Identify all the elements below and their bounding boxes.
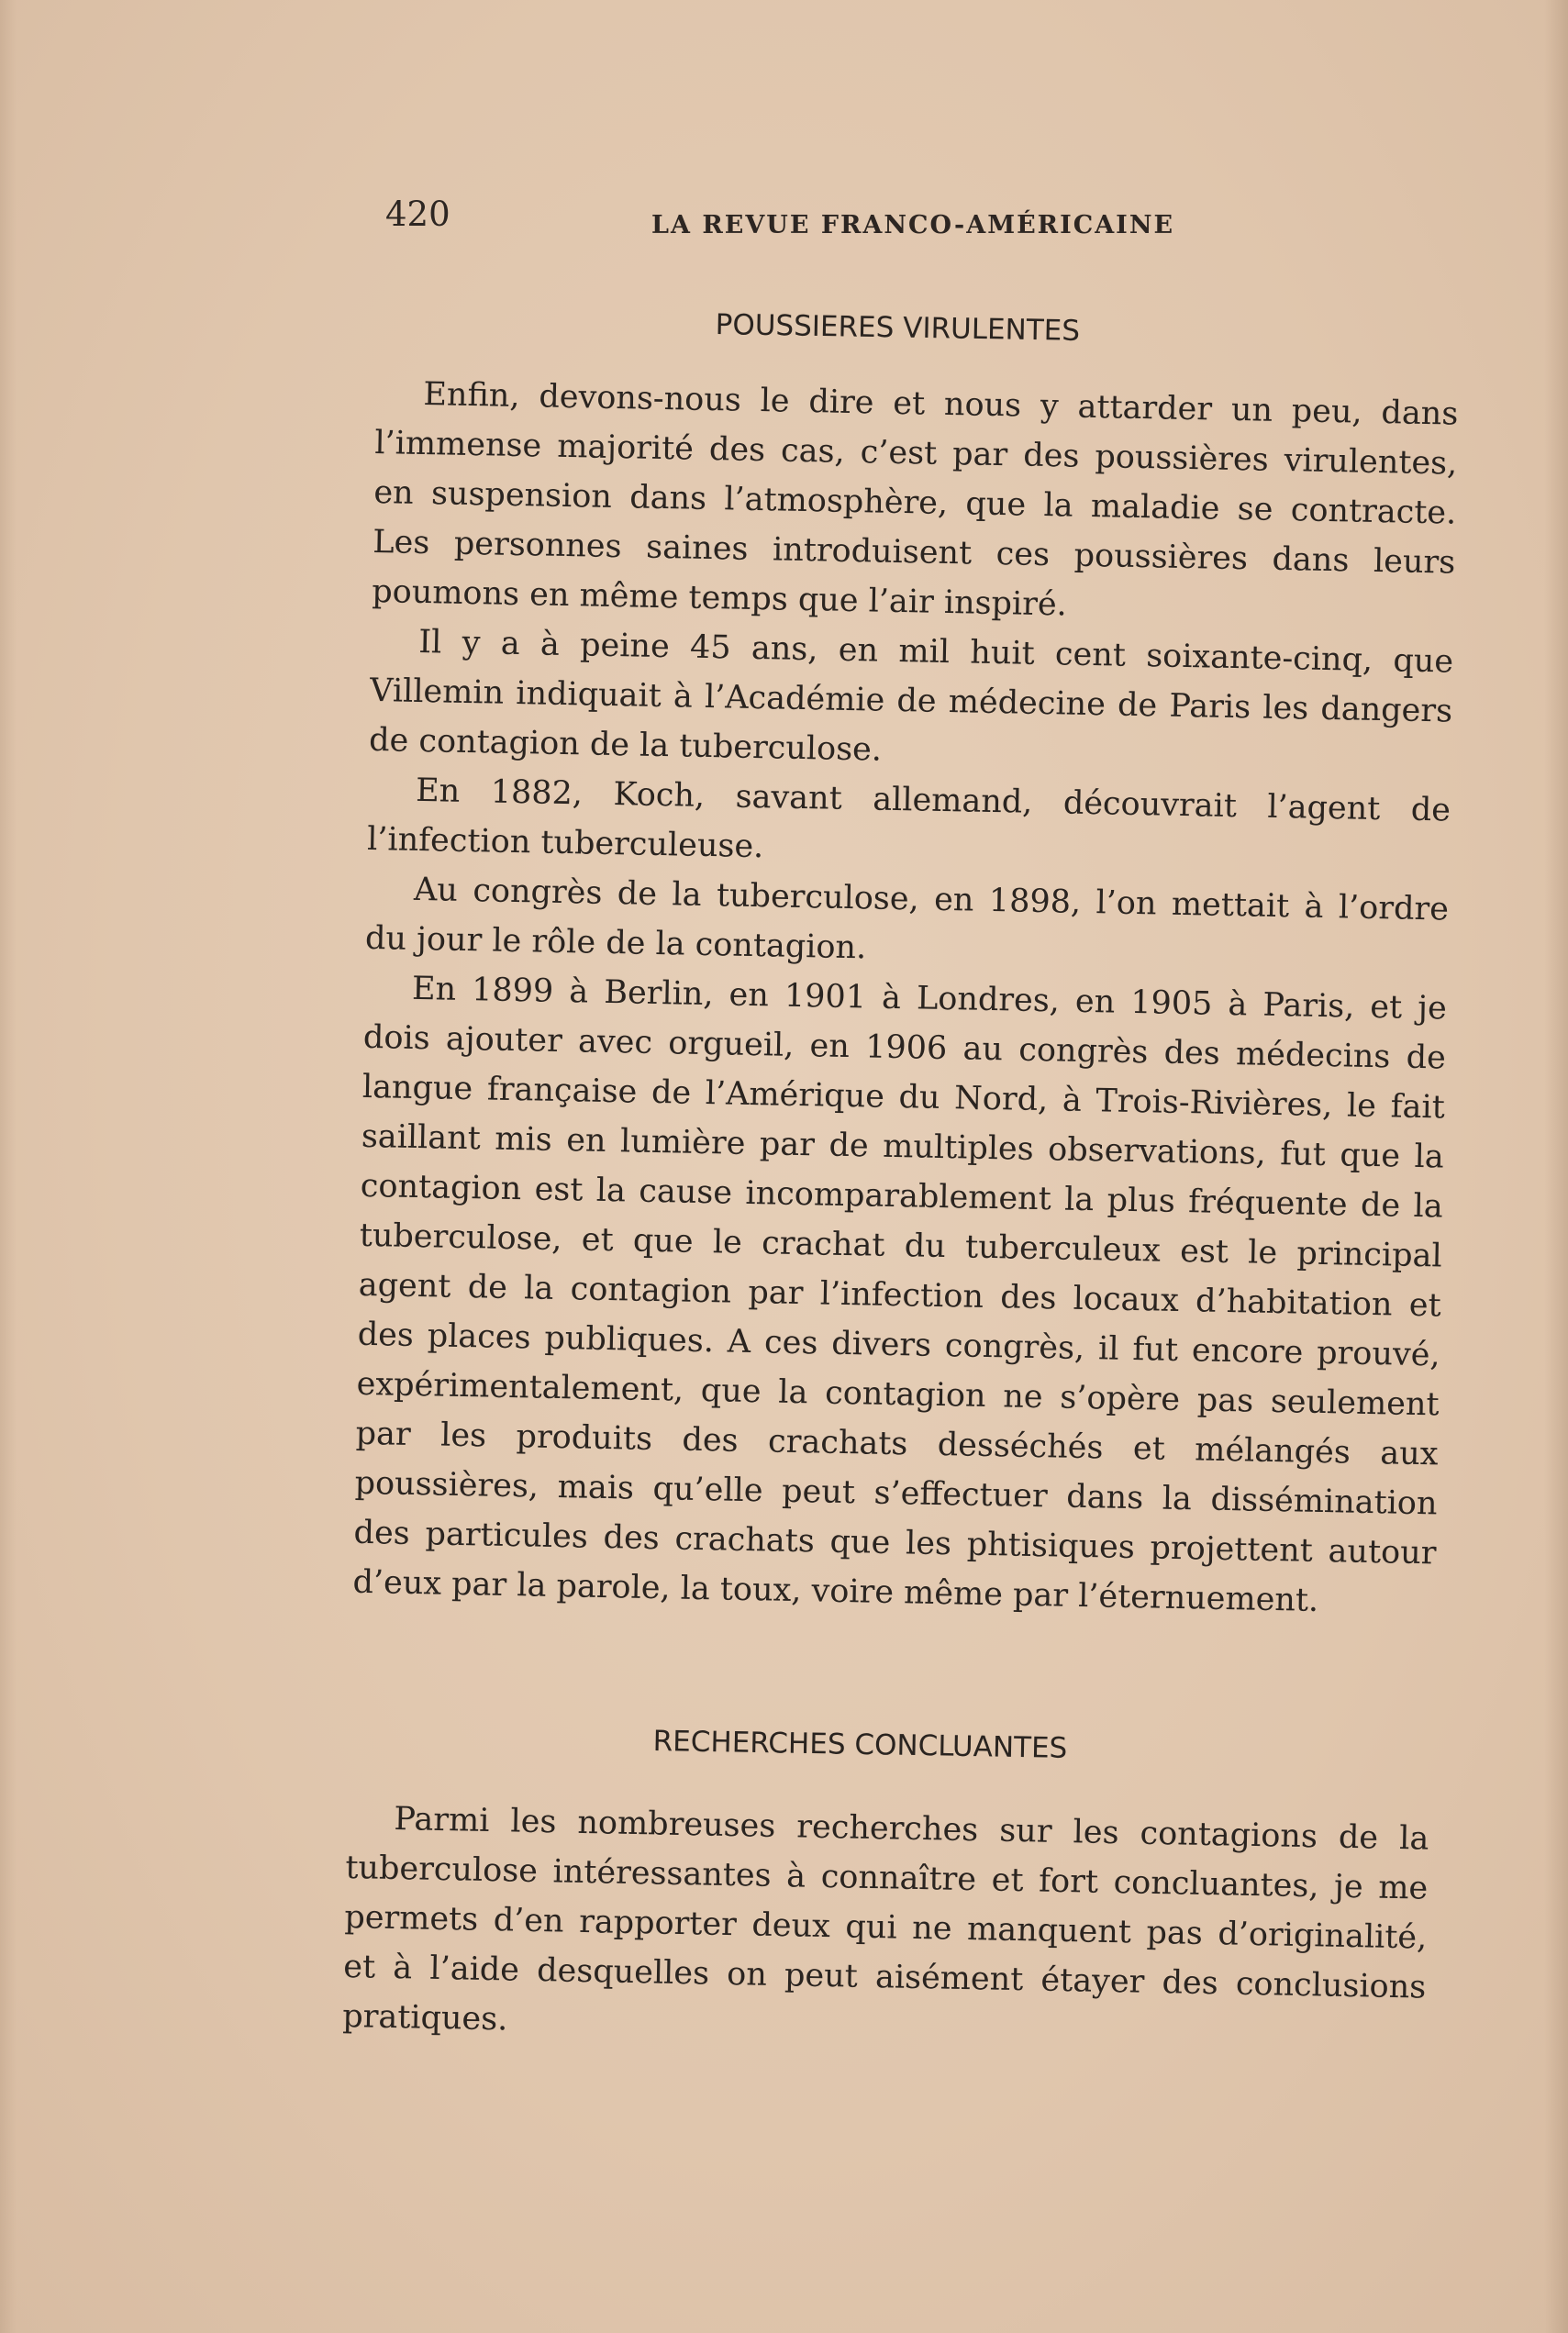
page-header	[385, 194, 1193, 250]
paragraph: Il y a à peine 45 ans, en mil huit cent soixante-cinq, que Villemin indiquait à l’Académie de médecine de Paris les dangers de contagion de la tuberculose.	[368, 623, 1454, 769]
page-edge-shadow-right	[1544, 0, 1568, 2333]
section-body-poussieres	[352, 369, 1459, 1628]
paragraph: En 1899 à Berlin, en 1901 à Londres, en 1905 à Paris, et je dois ajouter avec orgueil, en 1906 au congrès des médecins de langue française de l’Amérique du Nord, à Trois-Rivières, le fait saillant mis en lumière par de multiples observations, fut que la contagion est la cause incomparablement la plus fréquente de la tuberculose, et que le crachat du tuberculeux est le principal agent de la contagion par l’infection des locaux d’habitation et des places publiques. A ces divers congrès, il fut encore prouvé, expérimentalement, que la contagion ne s’opère pas seulement par les produits des crachats desséchés et mélangés aux poussières, mais qu’elle peut s’effectuer dans la dissémination des particules des crachats que les phtisiques projettent autour d’eux par la parole, la toux, voire même par l’éternuement.	[352, 970, 1448, 1619]
paragraph: En 1882, Koch, savant allemand, découvrait l’agent de l’infection tuberculeuse.	[366, 772, 1451, 866]
section-heading-recherches: RECHERCHES CONCLUANTES	[652, 1725, 1068, 1765]
paragraph: Enfin, devons-nous le dire et nous y attarder un peu, dans l’immense majorité des cas, c’est par des poussières virulentes, en suspension dans l’atmosphère, que la maladie se contracte. Les personnes saines introduisent ces poussières dans leurs poumons en même temps que l’air inspiré.	[371, 375, 1459, 624]
section-heading-poussieres: POUSSIERES VIRULENTES	[715, 308, 1081, 348]
running-title: LA REVUE FRANCO-AMÉRICAINE	[651, 211, 1175, 239]
page-edge-shadow-left	[0, 0, 17, 2333]
page-number: 420	[385, 194, 450, 234]
paragraph: Parmi les nombreuses recherches sur les contagions de la tuberculose intéressantes à connaître et fort concluantes, je me permets d’en rapporter deux qui ne manquent pas d’originalité, et à l’aide desquelles on peut aisément étayer des conclusions pratiques.	[341, 1800, 1429, 2039]
paragraph: Au congrès de la tuberculose, en 1898, l’on mettait à l’ordre du jour le rôle de la contagion.	[364, 871, 1450, 967]
section-body-recherches	[342, 1794, 1429, 2062]
